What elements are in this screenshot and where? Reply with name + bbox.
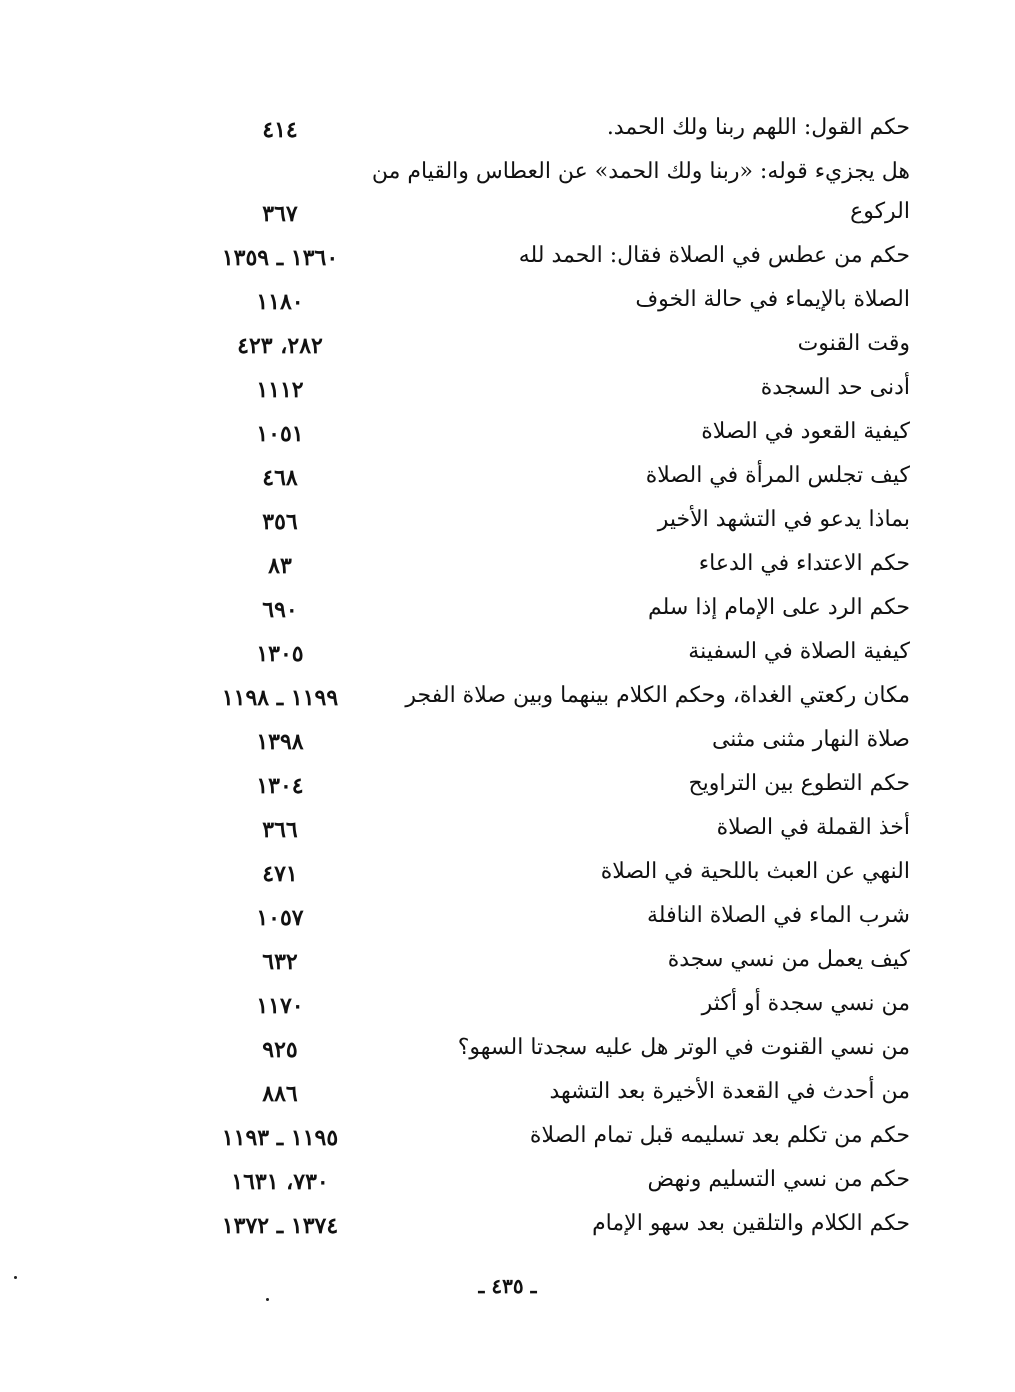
index-entry bbox=[150, 896, 910, 940]
entry-pages: ٤١٤ bbox=[262, 117, 298, 143]
entry-pages: ١١١٢ bbox=[256, 377, 304, 403]
entry-topic: الصلاة بالإيماء في حالة الخوف bbox=[635, 287, 910, 312]
entry-pages: ١٣٩٨ bbox=[256, 729, 304, 755]
index-entry bbox=[150, 1204, 910, 1248]
entry-topic: أدنى حد السجدة bbox=[760, 375, 910, 400]
index-list bbox=[150, 108, 910, 1248]
index-entry bbox=[150, 324, 910, 368]
entry-topic: كيفية الصلاة في السفينة bbox=[688, 639, 910, 664]
index-entry bbox=[150, 984, 910, 1028]
index-entry bbox=[150, 632, 910, 676]
entry-pages: ١٣٦٠ ـ ١٣٥٩ bbox=[221, 245, 339, 271]
index-entry bbox=[150, 1028, 910, 1072]
index-entry bbox=[150, 368, 910, 412]
entry-pages: ٣٦٦ bbox=[262, 817, 298, 843]
entry-topic: من أحدث في القعدة الأخيرة بعد التشهد bbox=[549, 1079, 910, 1104]
entry-topic: وقت القنوت bbox=[797, 331, 910, 356]
scan-speck bbox=[266, 1298, 269, 1301]
index-entry bbox=[150, 764, 910, 808]
entry-topic: حكم الكلام والتلقين بعد سهو الإمام bbox=[592, 1211, 910, 1236]
entry-pages: ٨٣ bbox=[268, 553, 292, 579]
entry-topic: كيف يعمل من نسي سجدة bbox=[667, 947, 910, 972]
entry-topic: كيف تجلس المرأة في الصلاة bbox=[645, 463, 910, 488]
entry-topic: مكان ركعتي الغداة، وحكم الكلام بينهما وبين صلاة الفجر bbox=[405, 683, 910, 708]
entry-pages: ٦٣٢ bbox=[262, 949, 298, 975]
page-number: ـ ٤٣٥ ـ bbox=[478, 1274, 537, 1298]
index-entry bbox=[150, 720, 910, 764]
index-entry bbox=[150, 676, 910, 720]
entry-pages: ٤٦٨ bbox=[262, 465, 298, 491]
entry-topic: كيفية القعود في الصلاة bbox=[701, 419, 910, 444]
entry-topic: هل يجزيء قوله: «ربنا ولك الحمد» عن العطاس والقيام من الركوع bbox=[371, 159, 910, 224]
index-entry bbox=[150, 456, 910, 500]
entry-pages: ٢٨٢، ٤٢٣ bbox=[237, 333, 323, 359]
index-entry bbox=[150, 280, 910, 324]
index-entry bbox=[150, 152, 910, 236]
entry-pages: ١١٧٠ bbox=[256, 993, 304, 1019]
entry-pages: ١١٨٠ bbox=[256, 289, 304, 315]
entry-pages: ٤٧١ bbox=[262, 861, 298, 887]
entry-topic: صلاة النهار مثنى مثنى bbox=[711, 727, 910, 752]
entry-topic: حكم من تكلم بعد تسليمه قبل تمام الصلاة bbox=[529, 1123, 910, 1148]
index-entry bbox=[150, 588, 910, 632]
entry-topic: النهي عن العبث باللحية في الصلاة bbox=[600, 859, 910, 884]
scan-speck bbox=[14, 1276, 17, 1279]
entry-pages: ٣٦٧ bbox=[262, 201, 298, 227]
entry-pages: ١٣٠٥ bbox=[256, 641, 304, 667]
index-entry bbox=[150, 808, 910, 852]
index-entry bbox=[150, 412, 910, 456]
entry-pages: ١٠٥٧ bbox=[256, 905, 304, 931]
index-entry bbox=[150, 236, 910, 280]
entry-topic: من نسي القنوت في الوتر هل عليه سجدتا السهو؟ bbox=[457, 1035, 910, 1060]
index-entry bbox=[150, 940, 910, 984]
entry-pages: ١٣٧٤ ـ ١٣٧٢ bbox=[221, 1213, 339, 1239]
entry-topic: حكم من نسي التسليم ونهض bbox=[647, 1167, 910, 1192]
entry-topic: حكم الاعتداء في الدعاء bbox=[698, 551, 910, 576]
entry-topic: من نسي سجدة أو أكثر bbox=[701, 991, 910, 1016]
index-entry bbox=[150, 500, 910, 544]
entry-topic: حكم القول: اللهم ربنا ولك الحمد. bbox=[606, 115, 910, 140]
index-entry bbox=[150, 108, 910, 152]
entry-topic: حكم الرد على الإمام إذا سلم bbox=[647, 595, 910, 620]
entry-topic: حكم التطوع بين التراويح bbox=[688, 771, 910, 796]
entry-topic: أخذ القملة في الصلاة bbox=[716, 815, 910, 840]
entry-pages: ٦٩٠ bbox=[262, 597, 298, 623]
entry-pages: ١١٩٥ ـ ١١٩٣ bbox=[221, 1125, 339, 1151]
entry-pages: ٣٥٦ bbox=[262, 509, 298, 535]
index-entry bbox=[150, 1160, 910, 1204]
entry-topic: شرب الماء في الصلاة النافلة bbox=[647, 903, 910, 928]
entry-pages: ١٠٥١ bbox=[256, 421, 304, 447]
entry-topic: بماذا يدعو في التشهد الأخير bbox=[657, 507, 910, 532]
entry-pages: ٧٣٠، ١٦٣١ bbox=[231, 1169, 329, 1195]
entry-pages: ٩٢٥ bbox=[262, 1037, 298, 1063]
entry-pages: ١٣٠٤ bbox=[256, 773, 304, 799]
entry-pages: ١١٩٩ ـ ١١٩٨ bbox=[221, 685, 339, 711]
index-entry bbox=[150, 1116, 910, 1160]
entry-topic: حكم من عطس في الصلاة فقال: الحمد لله bbox=[518, 243, 910, 268]
index-entry bbox=[150, 544, 910, 588]
entry-pages: ٨٨٦ bbox=[262, 1081, 298, 1107]
index-entry bbox=[150, 1072, 910, 1116]
index-entry bbox=[150, 852, 910, 896]
